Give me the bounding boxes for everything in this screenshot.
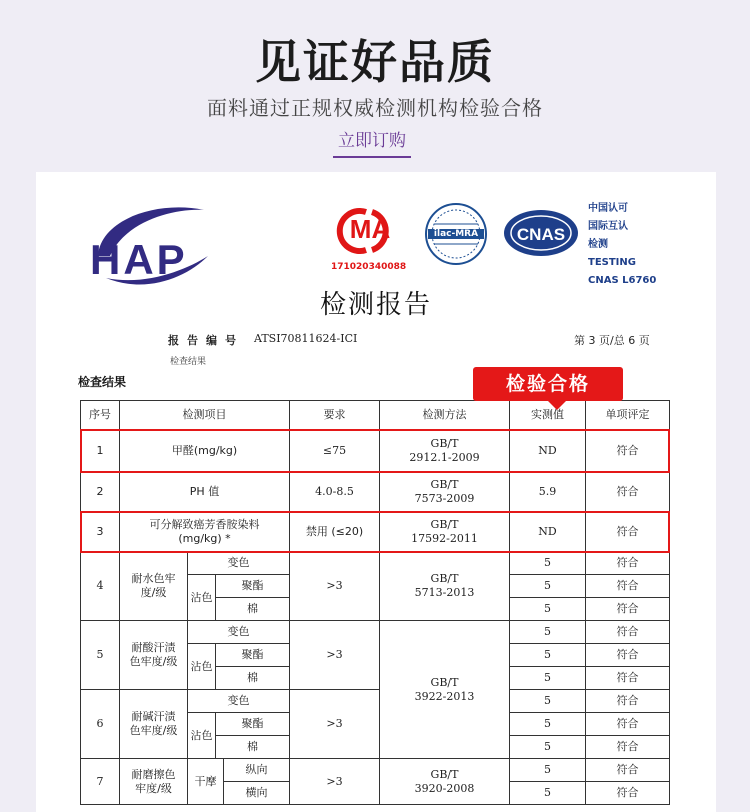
table-cell: 4 bbox=[80, 552, 120, 621]
table-cell: 符合 bbox=[586, 644, 670, 667]
table-cell: GB/T 5713-2013 bbox=[380, 552, 510, 621]
ilac-mra-text: ilac-MRA bbox=[428, 229, 484, 239]
table-cell: GB/T 3922-2013 bbox=[380, 621, 510, 759]
table-header: 实测值 bbox=[510, 400, 586, 430]
report-number-label: 报告编号 bbox=[168, 334, 244, 347]
table-header: 要求 bbox=[290, 400, 380, 430]
table-cell: 聚酯 bbox=[216, 713, 290, 736]
report-title: 检测报告 bbox=[319, 290, 432, 320]
table-cell: 耐磨擦色 牢度/级 bbox=[120, 759, 188, 805]
table-cell: 符合 bbox=[586, 621, 670, 644]
table-cell: 聚酯 bbox=[216, 644, 290, 667]
cnas-logo-text: CNAS bbox=[516, 225, 566, 244]
table-cell: 符合 bbox=[586, 667, 670, 690]
table-cell: 5.9 bbox=[510, 472, 586, 512]
table-cell: ≤75 bbox=[290, 430, 380, 472]
table-cell: >3 bbox=[290, 690, 380, 759]
cma-number: 171020340088 bbox=[331, 262, 407, 272]
table-cell: 6 bbox=[80, 690, 120, 759]
page-headline: 见证好品质 bbox=[255, 35, 495, 89]
table-header: 检测方法 bbox=[380, 400, 510, 430]
table-cell: 沾色 bbox=[188, 575, 216, 621]
table-cell: 符合 bbox=[586, 690, 670, 713]
small-results-label: 检查结果 bbox=[170, 357, 207, 367]
table-cell: 符合 bbox=[586, 598, 670, 621]
table-cell: ND bbox=[510, 512, 586, 552]
table-cell: 5 bbox=[510, 713, 586, 736]
table-cell: 符合 bbox=[586, 736, 670, 759]
table-cell: 聚酯 bbox=[216, 575, 290, 598]
table-cell: 1 bbox=[80, 430, 120, 472]
table-cell: 耐酸汗渍 色牢度/级 bbox=[120, 621, 188, 690]
table-cell: 沾色 bbox=[188, 644, 216, 690]
hap-logo bbox=[86, 198, 216, 290]
table-cell: 5 bbox=[510, 575, 586, 598]
table-cell: 符合 bbox=[586, 430, 670, 472]
cma-logo-text: MA bbox=[349, 214, 391, 244]
table-cell: 符合 bbox=[586, 552, 670, 575]
cnas-accreditation-text: 中国认可 国际互认 检测 TESTING CNAS L6760 bbox=[588, 203, 657, 286]
table-cell: 符合 bbox=[586, 512, 670, 552]
table-cell: 5 bbox=[510, 690, 586, 713]
table-cell: 符合 bbox=[586, 713, 670, 736]
table-cell: 变色 bbox=[188, 552, 290, 575]
results-label: 检查结果 bbox=[78, 375, 127, 389]
table-cell: 符合 bbox=[586, 472, 670, 512]
table-cell: 5 bbox=[510, 621, 586, 644]
table-cell: 干摩 bbox=[188, 759, 224, 805]
table-cell: 4.0-8.5 bbox=[290, 472, 380, 512]
table-cell: 横向 bbox=[224, 782, 290, 805]
table-cell: 5 bbox=[510, 644, 586, 667]
table-cell: 棉 bbox=[216, 598, 290, 621]
table-header: 序号 bbox=[80, 400, 120, 430]
table-cell: 5 bbox=[510, 552, 586, 575]
table-cell: 2 bbox=[80, 472, 120, 512]
table-cell: 耐碱汗渍 色牢度/级 bbox=[120, 690, 188, 759]
highlight-row-formaldehyde bbox=[80, 429, 670, 473]
table-cell: 5 bbox=[510, 667, 586, 690]
page-info: 第 3 页/总 6 页 bbox=[574, 334, 650, 347]
table-cell: 7 bbox=[80, 759, 120, 805]
table-cell: 符合 bbox=[586, 782, 670, 805]
table-cell: 变色 bbox=[188, 690, 290, 713]
inspection-passed-badge: 检验合格 bbox=[473, 367, 623, 401]
badge-pointer bbox=[548, 401, 566, 410]
table-cell: 变色 bbox=[188, 621, 290, 644]
table-cell: 5 bbox=[80, 621, 120, 690]
table-cell: ND bbox=[510, 430, 586, 472]
table-header: 检测项目 bbox=[120, 400, 290, 430]
table-cell: 沾色 bbox=[188, 713, 216, 759]
table-cell: >3 bbox=[290, 621, 380, 690]
table-cell: 耐水色牢 度/级 bbox=[120, 552, 188, 621]
table-cell: 禁用 (≤20) bbox=[290, 512, 380, 552]
table-cell: >3 bbox=[290, 759, 380, 805]
buy-now-link[interactable]: 立即订购 bbox=[333, 126, 411, 158]
table-cell: GB/T 17592-2011 bbox=[380, 512, 510, 552]
table-cell: 5 bbox=[510, 759, 586, 782]
test-report-document bbox=[36, 172, 716, 812]
table-cell: 5 bbox=[510, 598, 586, 621]
page-subheadline: 面料通过正规权威检测机构检验合格 bbox=[207, 96, 543, 120]
table-cell: 5 bbox=[510, 782, 586, 805]
table-cell: GB/T 2912.1-2009 bbox=[380, 430, 510, 472]
table-header: 单项评定 bbox=[586, 400, 670, 430]
table-cell: 符合 bbox=[586, 759, 670, 782]
table-cell: PH 值 bbox=[120, 472, 290, 512]
highlight-row-azo-dyes bbox=[80, 511, 670, 553]
table-cell: 棉 bbox=[216, 667, 290, 690]
report-number: ATSI70811624-ICI bbox=[254, 332, 358, 345]
table-cell: 符合 bbox=[586, 575, 670, 598]
table-cell: >3 bbox=[290, 552, 380, 621]
table-cell: GB/T 3920-2008 bbox=[380, 759, 510, 805]
table-cell: GB/T 7573-2009 bbox=[380, 472, 510, 512]
table-cell: 甲醛(mg/kg) bbox=[120, 430, 290, 472]
table-cell: 5 bbox=[510, 736, 586, 759]
table-cell: 可分解致癌芳香胺染料 (mg/kg) * bbox=[120, 512, 290, 552]
hap-logo-text: HAP bbox=[90, 236, 188, 283]
table-cell: 纵向 bbox=[224, 759, 290, 782]
table-cell: 棉 bbox=[216, 736, 290, 759]
table-cell: 3 bbox=[80, 512, 120, 552]
